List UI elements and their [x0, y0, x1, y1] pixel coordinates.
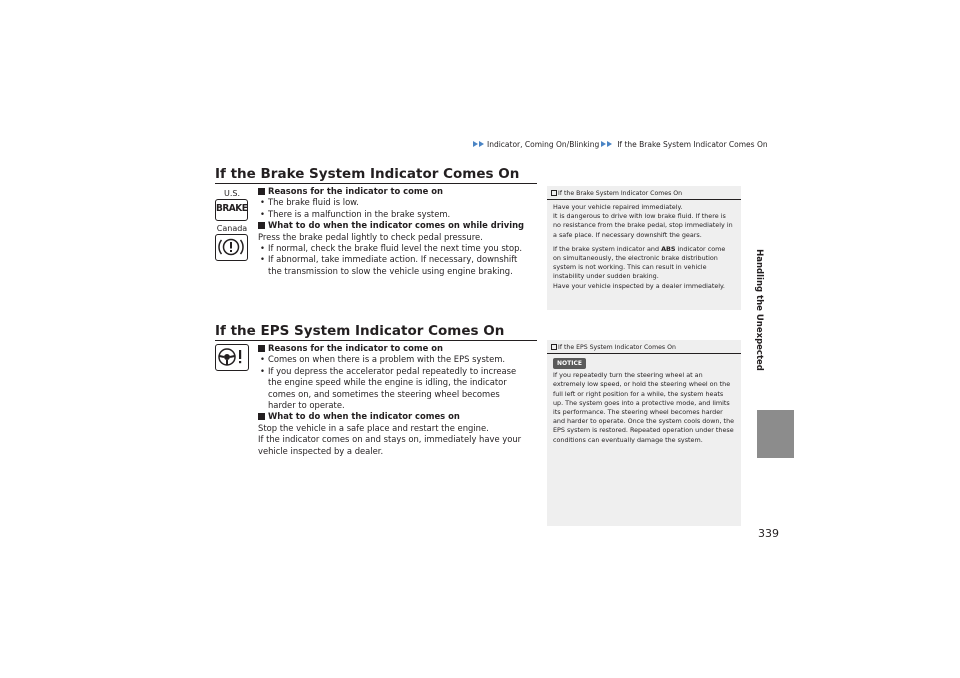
list-item: • If you depress the accelerator pedal repeatedly to increase the engine speed while the engine is idling, the indicator comes on, and sometimes the steering wheel becomes harder to operate. [258, 366, 530, 412]
note-paragraph: If you repeatedly turn the steering wheel at an extremely low speed, or hold the steering wheel on the full left or right position for a while, the system heats up. The system goes into a protective mode, and limits its performance. The steering wheel becomes harder and harder to operate. Once the system cools down, the EPS system is restored. Repeated operation under these conditions can eventually damage the system. [553, 371, 735, 444]
subheading-driving: What to do when the indicator comes on while driving [258, 220, 530, 231]
eps-section-body [258, 343, 530, 457]
subheading-action: What to do when the indicator comes on [258, 411, 530, 422]
note-box-eps [547, 340, 741, 526]
page-number: 339 [758, 527, 779, 540]
subheading-reasons: Reasons for the indicator to come on [258, 343, 530, 354]
subheading-reasons: Reasons for the indicator to come on [258, 186, 530, 197]
arrow-right-icon [479, 141, 484, 147]
note-paragraph: Have your vehicle inspected by a dealer immediately. [553, 281, 725, 290]
note-paragraph: If the brake system indicator and ABS indicator come on simultaneously, the electronic brake distribution system is not working. This can result in vehicle instability under sudden braking. [553, 244, 726, 281]
breadcrumb [473, 140, 768, 149]
note-header: If the EPS System Indicator Comes On [547, 340, 741, 354]
chapter-tab-label: Handling the Unexpected [754, 249, 764, 371]
arrow-right-icon [473, 141, 478, 147]
note-paragraph: Have your vehicle repaired immediately. [553, 203, 683, 211]
notice-badge: NOTICE [553, 358, 586, 369]
brake-section-body [258, 186, 530, 277]
breadcrumb-item-indicator[interactable]: Indicator, Coming On/Blinking [487, 140, 600, 149]
note-header: If the Brake System Indicator Comes On [547, 186, 741, 200]
breadcrumb-item-current: If the Brake System Indicator Comes On [617, 140, 768, 149]
list-item: • If abnormal, take immediate action. If necessary, downshift the transmission to slow the vehicle using engine braking. [258, 254, 530, 277]
icon-label-us: U.S. [223, 189, 241, 198]
eps-steering-exclamation-icon [215, 344, 249, 371]
reference-mark-icon [551, 344, 557, 350]
arrow-right-icon [607, 141, 612, 147]
note-paragraph: It is dangerous to drive with low brake fluid. If there is no resistance from the brake pedal, stop immediately in a safe place. If necessary downshift the gears. [553, 212, 733, 239]
section-title-eps: If the EPS System Indicator Comes On [215, 323, 505, 339]
brake-circle-exclamation-icon [215, 234, 248, 261]
note-box-brake [547, 186, 741, 310]
brake-indicator-icon: BRAKE [215, 199, 248, 221]
note-body [547, 200, 741, 291]
paragraph: If the indicator comes on and stays on, immediately have your vehicle inspected by a dealer. [258, 434, 522, 456]
reference-mark-icon [551, 190, 557, 196]
chapter-tab-marker [757, 410, 794, 458]
section-divider [215, 183, 537, 184]
arrow-right-icon [601, 141, 606, 147]
section-title-brake: If the Brake System Indicator Comes On [215, 166, 520, 182]
list-item: • Comes on when there is a problem with the EPS system. [258, 354, 530, 365]
section-divider [215, 340, 537, 341]
note-body [547, 354, 741, 445]
paragraph: Stop the vehicle in a safe place and restart the engine. [258, 422, 489, 433]
icon-label-canada: Canada [216, 224, 248, 233]
list-item: • If normal, check the brake fluid level the next time you stop. [258, 243, 530, 254]
list-item: • There is a malfunction in the brake system. [258, 209, 530, 220]
list-item: • The brake fluid is low. [258, 197, 530, 208]
paragraph: Press the brake pedal lightly to check pedal pressure. [258, 231, 483, 242]
